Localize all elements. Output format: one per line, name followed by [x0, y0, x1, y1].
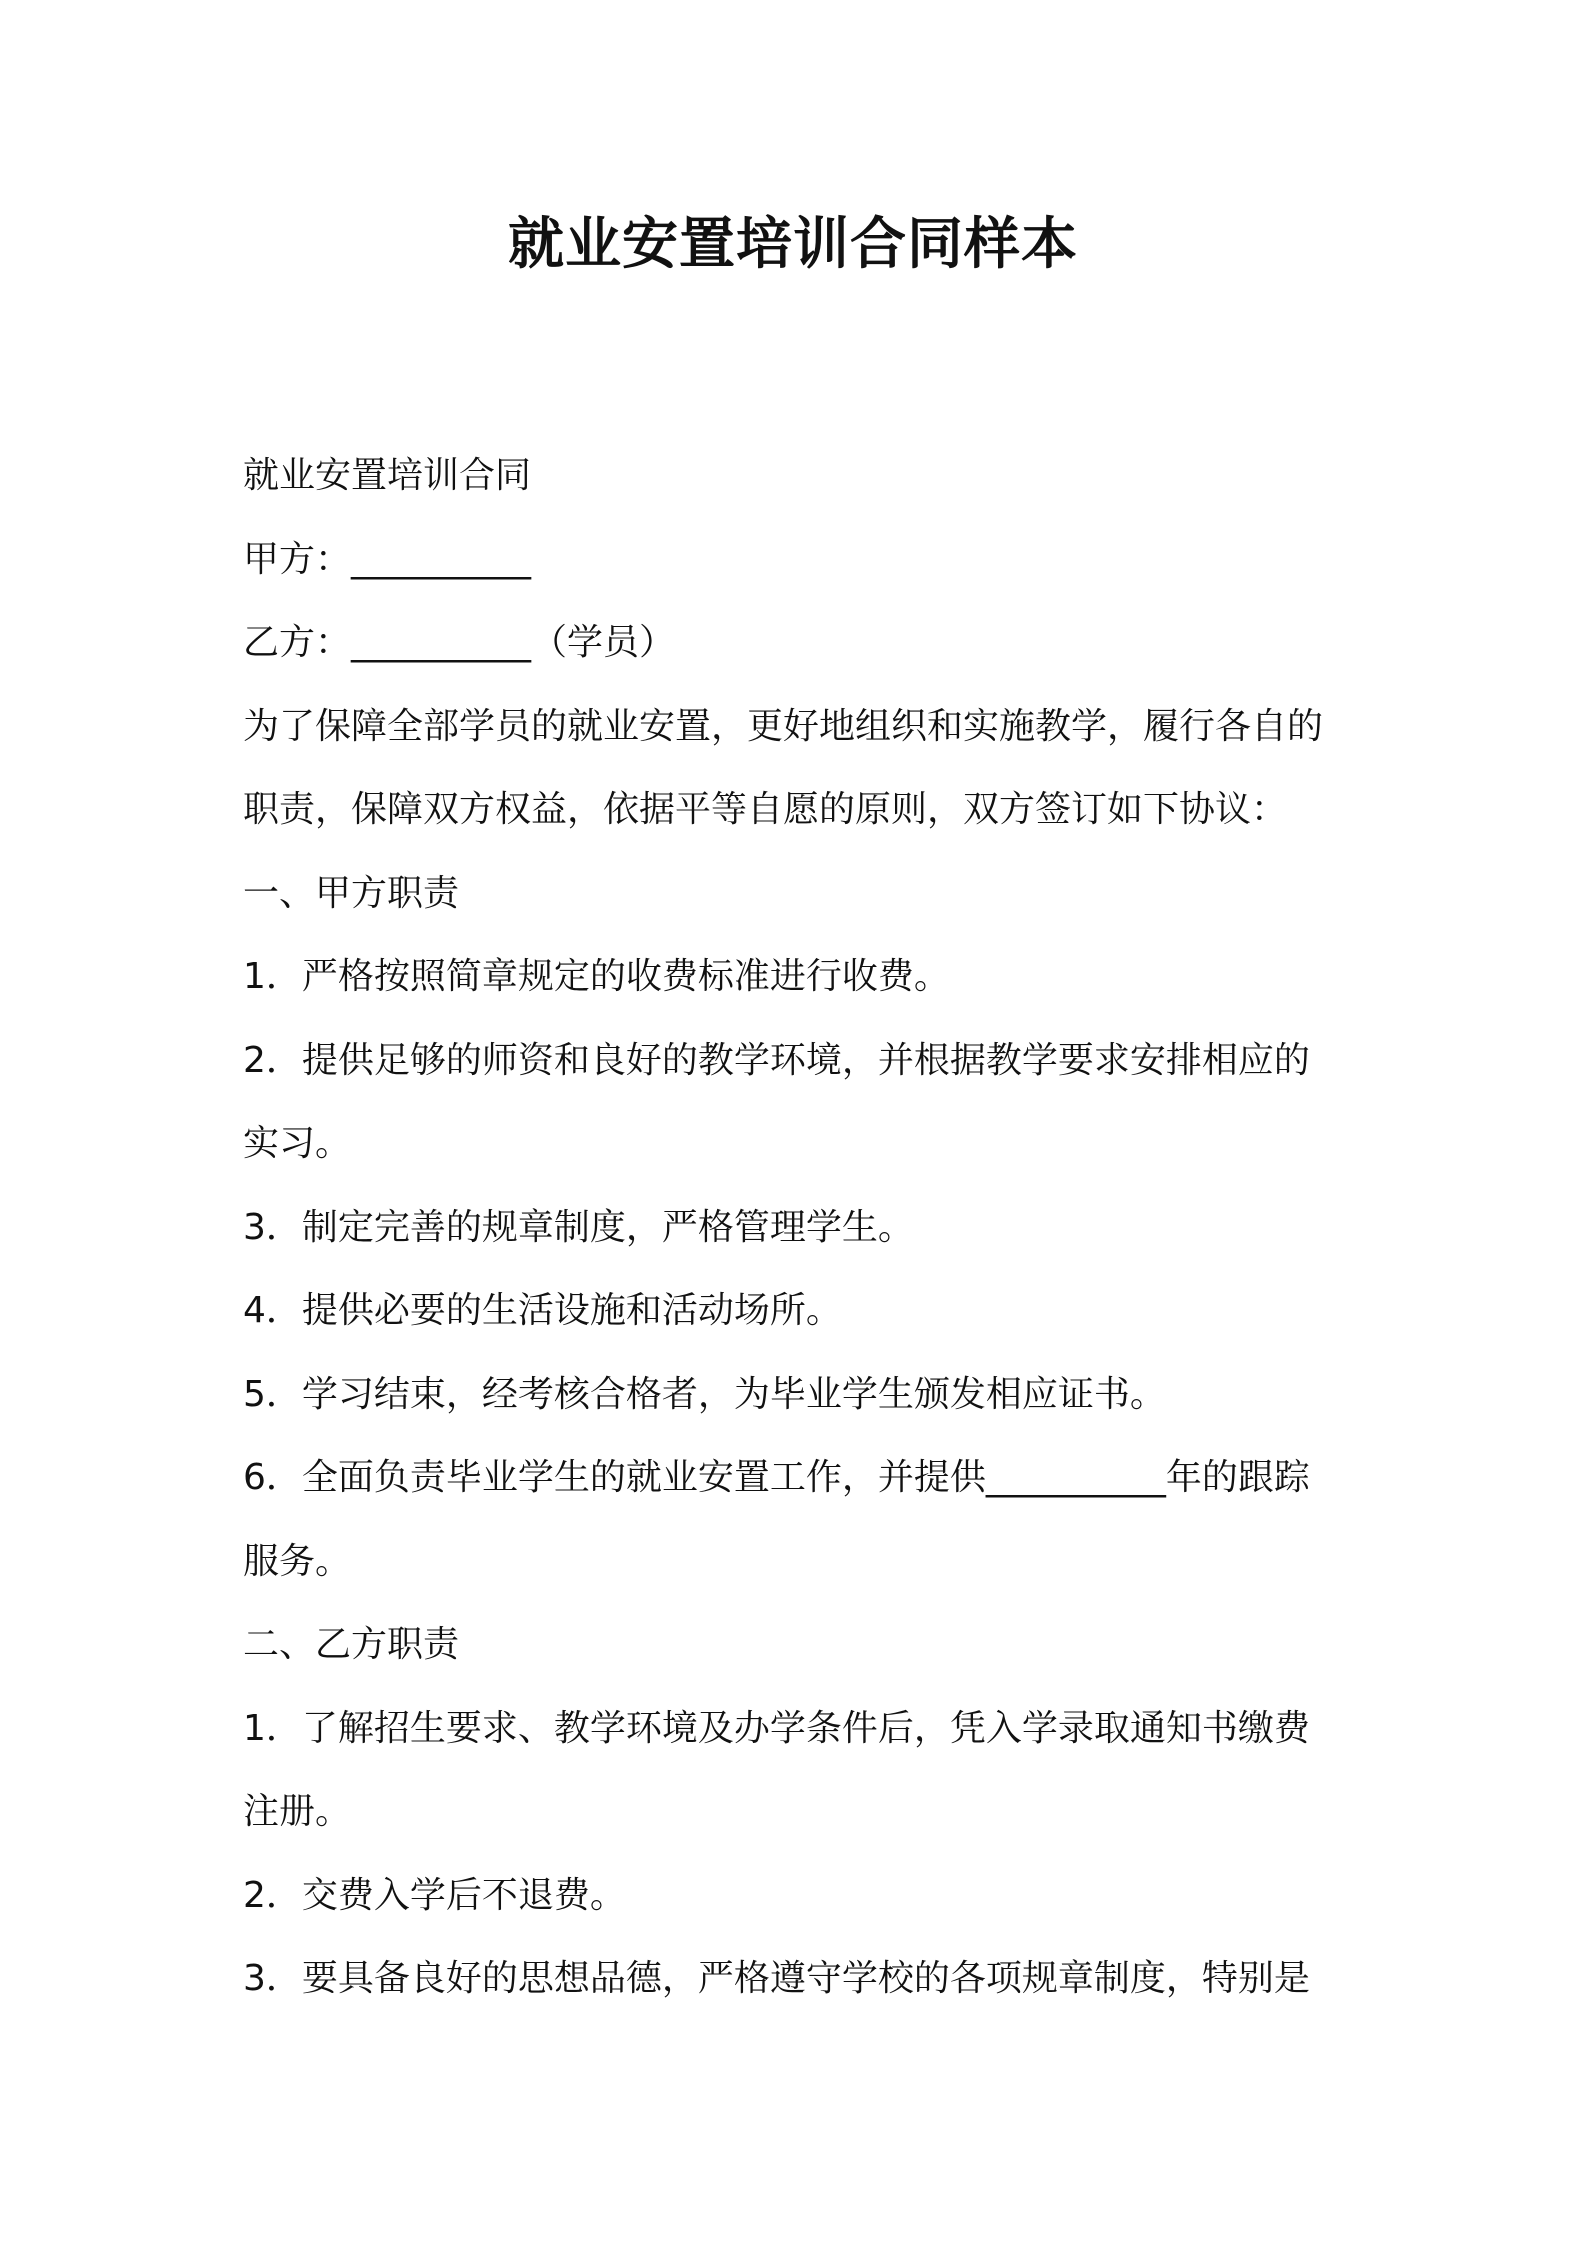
- party-a-line: 甲方：__________: [243, 538, 532, 580]
- preamble-line-2: 职责，保障双方权益，依据平等自愿的原则，双方签订如下协议：: [243, 789, 1288, 830]
- document-title: 就业安置培训合同样本: [508, 212, 1078, 277]
- section-heading-party-b: 二、乙方职责: [243, 1624, 460, 1665]
- clause-a5: 5．学习结束，经考核合格者，为毕业学生颁发相应证书。: [243, 1373, 1166, 1415]
- clause-a4: 4．提供必要的生活设施和活动场所。: [243, 1290, 842, 1331]
- clause-b1-line-2: 注册。: [243, 1791, 352, 1832]
- clause-a6-line-1: 6．全面负责毕业学生的就业安置工作，并提供__________年的跟踪: [243, 1457, 1310, 1498]
- preamble-line-1: 为了保障全部学员的就业安置，更好地组织和实施教学，履行各自的: [243, 705, 1324, 747]
- clause-b2: 2．交费入学后不退费。: [243, 1874, 626, 1916]
- party-b-line: 乙方：__________（学员）: [243, 622, 676, 663]
- clause-a2-line-1: 2．提供足够的师资和良好的教学环境，并根据教学要求安排相应的: [243, 1039, 1310, 1081]
- clause-a6-line-2: 服务。: [243, 1540, 352, 1582]
- contract-name-line: 就业安置培训合同: [243, 455, 532, 496]
- section-heading-party-a: 一、甲方职责: [243, 872, 460, 914]
- clause-b3-line-1: 3．要具备良好的思想品德，严格遵守学校的各项规章制度，特别是: [243, 1958, 1310, 1999]
- clause-a2-line-2: 实习。: [243, 1123, 352, 1164]
- clause-a1: 1．严格按照简章规定的收费标准进行收费。: [243, 956, 950, 997]
- clause-b1-line-1: 1．了解招生要求、教学环境及办学条件后，凭入学录取通知书缴费: [243, 1707, 1310, 1749]
- clause-a3: 3．制定完善的规章制度，严格管理学生。: [243, 1206, 914, 1248]
- document-body: [243, 452, 1363, 2039]
